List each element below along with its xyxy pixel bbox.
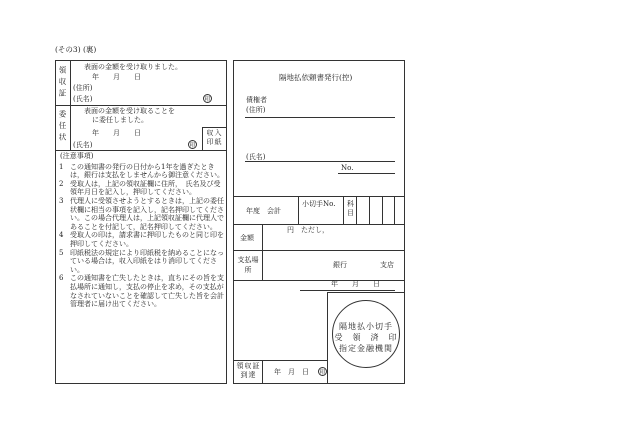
note-item: 1 この通知書の発行の日付から1年を過ぎたときは，銀行は支払をしませんから御注意ください。 [59, 162, 224, 180]
note-item: 6 この通知書を亡失したときは，直ちにその旨を支払場所に通知し，支払の停止を求め，その支払がなされていないことを確認して亡失した旨を会計管理者に届け出てください。 [59, 274, 224, 309]
delegation-seal-icon: 印 [189, 142, 196, 149]
receipt-label: 領収証 [58, 66, 67, 101]
branch-label: 支店 [380, 261, 394, 269]
receipt-text: 表面の金額を受け取りました。 [84, 63, 182, 71]
creditor-label: 債権者 [246, 96, 267, 104]
delegation-date: 年 月 日 [92, 129, 141, 137]
receipt-date: 年 月 日 [92, 73, 141, 81]
note-item: 2 受取人は，上記の領収証欄に住所， 氏名及び受領年月日を記入し，押印してください。 [59, 179, 221, 197]
fiscal-year-label: 年度 会計 [246, 207, 281, 215]
delegation-label: 委任状 [58, 110, 67, 145]
date-field: 年 月 日 [331, 280, 380, 288]
payment-place-label: 支払場所 [237, 256, 259, 274]
notes-title: (注意事項) [60, 152, 94, 160]
yen-label: 円 [287, 226, 294, 234]
arrival-date: 年 月 日 [274, 368, 309, 376]
bank-label: 銀行 [333, 261, 347, 269]
note-item: 3 代理人に受領させようとするときは，上記の委任状欄に相当の事項を記入し，記名押印してください。この場合代理人は，上記領収証欄に代理人であることを付記して，記名押印してください。 [59, 196, 224, 231]
receipt-arrival-label: 領収証到達 [236, 362, 261, 379]
creditor-name: (氏名) [246, 153, 266, 161]
receipt-seal-icon: 印 [204, 96, 211, 103]
arrival-seal-icon: 印 [319, 369, 326, 376]
subject-label: 科目 [347, 200, 354, 217]
number-label: No. [341, 164, 354, 172]
delegation-text-1: 表面の金額を受け取ることを [84, 107, 175, 115]
page-header: (その3) (裏) [55, 45, 97, 54]
receipt-name: (氏名) [73, 95, 93, 103]
check-number-label: 小切手No. [302, 200, 336, 208]
revenue-stamp-label: 収入印紙 [206, 129, 223, 146]
right-title: 隔地払依頼書発行(控) [279, 73, 353, 82]
note-item: 5 印紙税法の規定により印紙税を納めることになっている場合は，収入印紙をはり消印してください。 [59, 248, 224, 274]
delegation-name: (氏名) [73, 141, 93, 149]
note-item: 4 受取人の印は，請求書に押印したものと同じ印を押印してください。 [59, 231, 224, 248]
notes-section [58, 152, 226, 309]
receipt-address: (住所) [73, 84, 93, 92]
creditor-address: (住所) [246, 106, 266, 114]
proviso-label: ただし， [301, 226, 329, 234]
amount-label: 金額 [240, 234, 254, 242]
receipt-confirmation-stamp: 隔地払小切手 受 領 済 印 指定金融機関 [332, 300, 400, 368]
delegation-text-2: に委任しました。 [92, 116, 148, 124]
